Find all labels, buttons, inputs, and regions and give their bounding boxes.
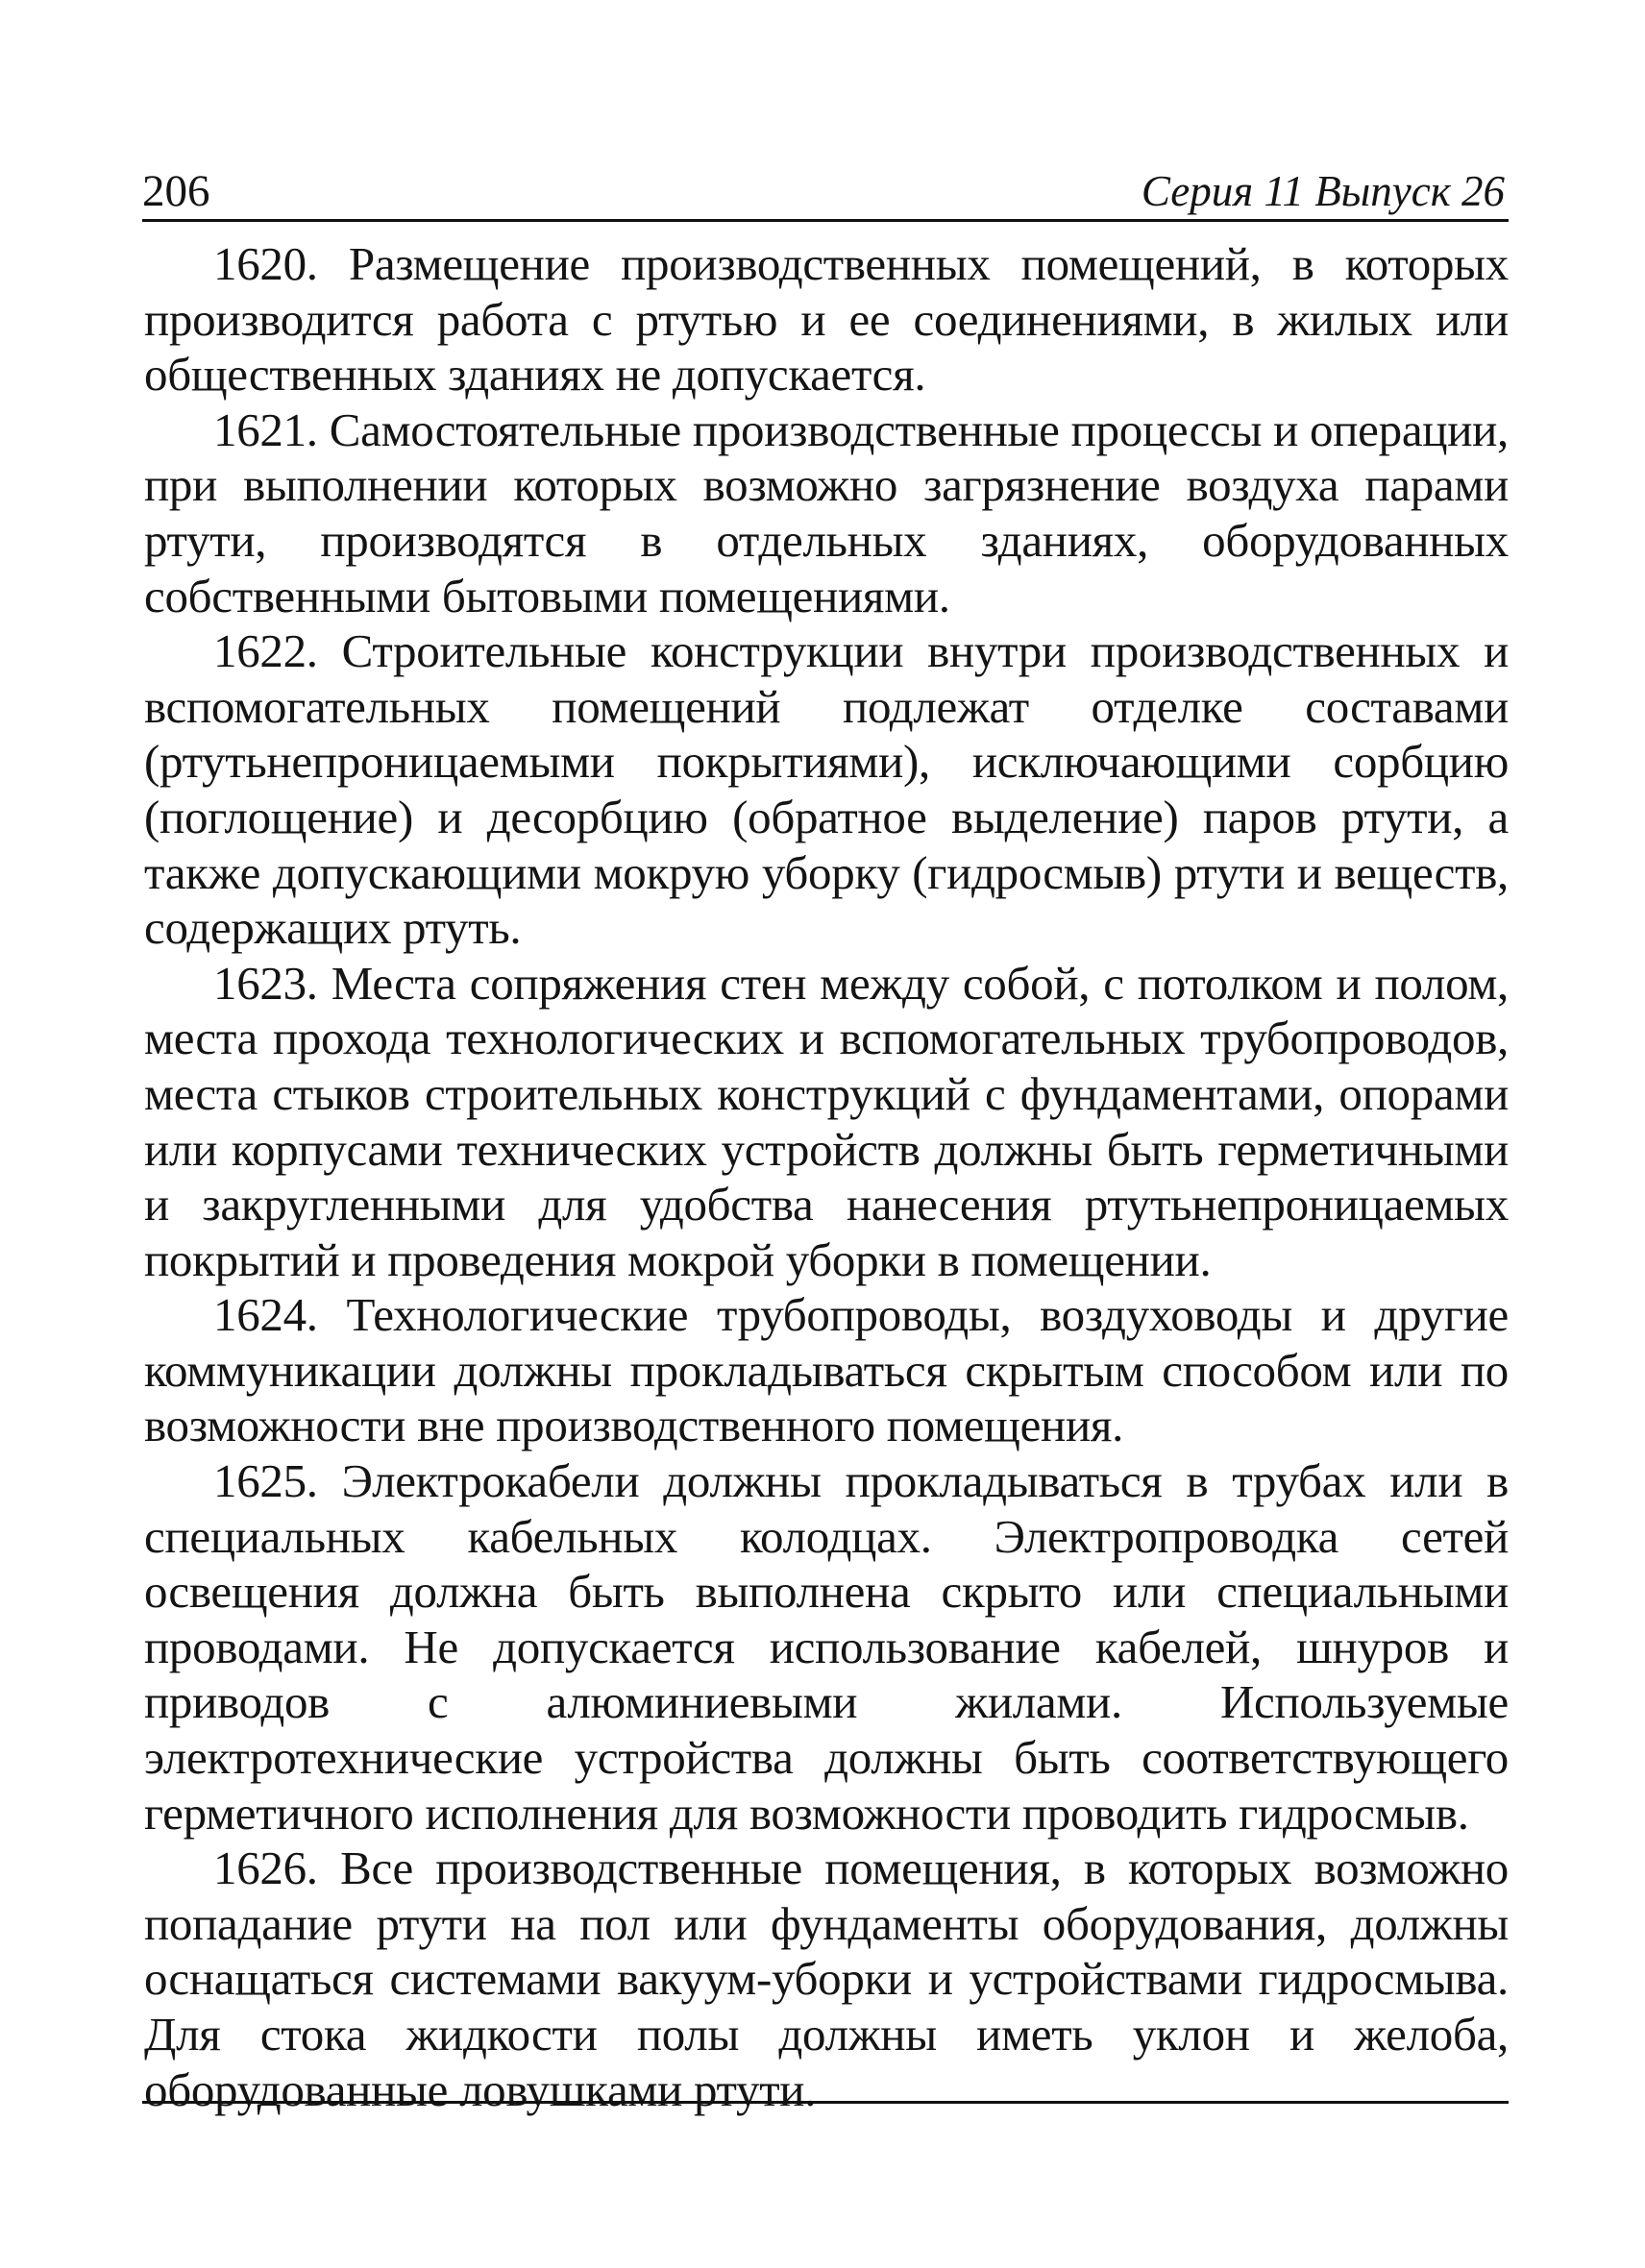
paragraph-1625: 1625. Электрокабели должны прокладываться в трубах или в специальных кабельных колодцах. Электропроводка сетей освещения должна быть выполнена скрыто или специальными проводами. Не допускается использование кабелей, шнуров и приводов с алюминиевыми жилами. Используемые электротехнические устройства должны быть соответствующего герметичного исполнения для возможности проводить гидросмыв. xyxy=(144,1454,1509,1840)
paragraph-1621: 1621. Самостоятельные производственные процессы и операции, при выполнении которых возможно загрязнение воздуха парами ртути, производятся в отдельных зданиях, оборудованных собственными бытовыми помещениями. xyxy=(144,402,1509,622)
page-header xyxy=(142,163,1509,222)
paragraph-1620: 1620. Размещение производственных помещений, в которых производится работа с ртутью и ее соединениями, в жилых или общественных зданиях не допускается. xyxy=(144,237,1509,402)
paragraph-1624: 1624. Технологические трубопроводы, воздуховоды и другие коммуникации должны прокладываться скрытым способом или по возможности вне производственного помещения. xyxy=(144,1288,1509,1452)
paragraph-1623: 1623. Места сопряжения стен между собой, с потолком и полом, места прохода технологических и вспомогательных трубопроводов, места стыков строительных конструкций с фундаментами, опорами или корпусами технических устройств должны быть герметичными и закругленными для удобства нанесения ртутьнепроницаемых покрытий и проведения мокрой уборки в помещении. xyxy=(144,956,1509,1286)
section-end-rule xyxy=(142,2101,1509,2104)
paragraph-1622: 1622. Строительные конструкции внутри производственных и вспомогательных помещений подлежат отделке составами (ртутьнепроницаемыми покрытиями), исключающими сорбцию (поглощение) и десорбцию (обратное выделение) паров ртути, а также допускающими мокрую уборку (гидросмыв) ртути и веществ, содержащих ртуть. xyxy=(144,624,1509,955)
body-text xyxy=(144,236,1509,2117)
running-head: Серия 11 Выпуск 26 xyxy=(1141,167,1505,215)
page-number: 206 xyxy=(142,166,210,216)
paragraph-1626: 1626. Все производственные помещения, в которых возможно попадание ртути на пол или фундаменты оборудования, должны оснащаться системами вакуум-уборки и устройствами гидросмыва. Для стока жидкости полы должны иметь уклон и желоба, оборудованные ловушками ртути. xyxy=(144,1841,1509,2116)
